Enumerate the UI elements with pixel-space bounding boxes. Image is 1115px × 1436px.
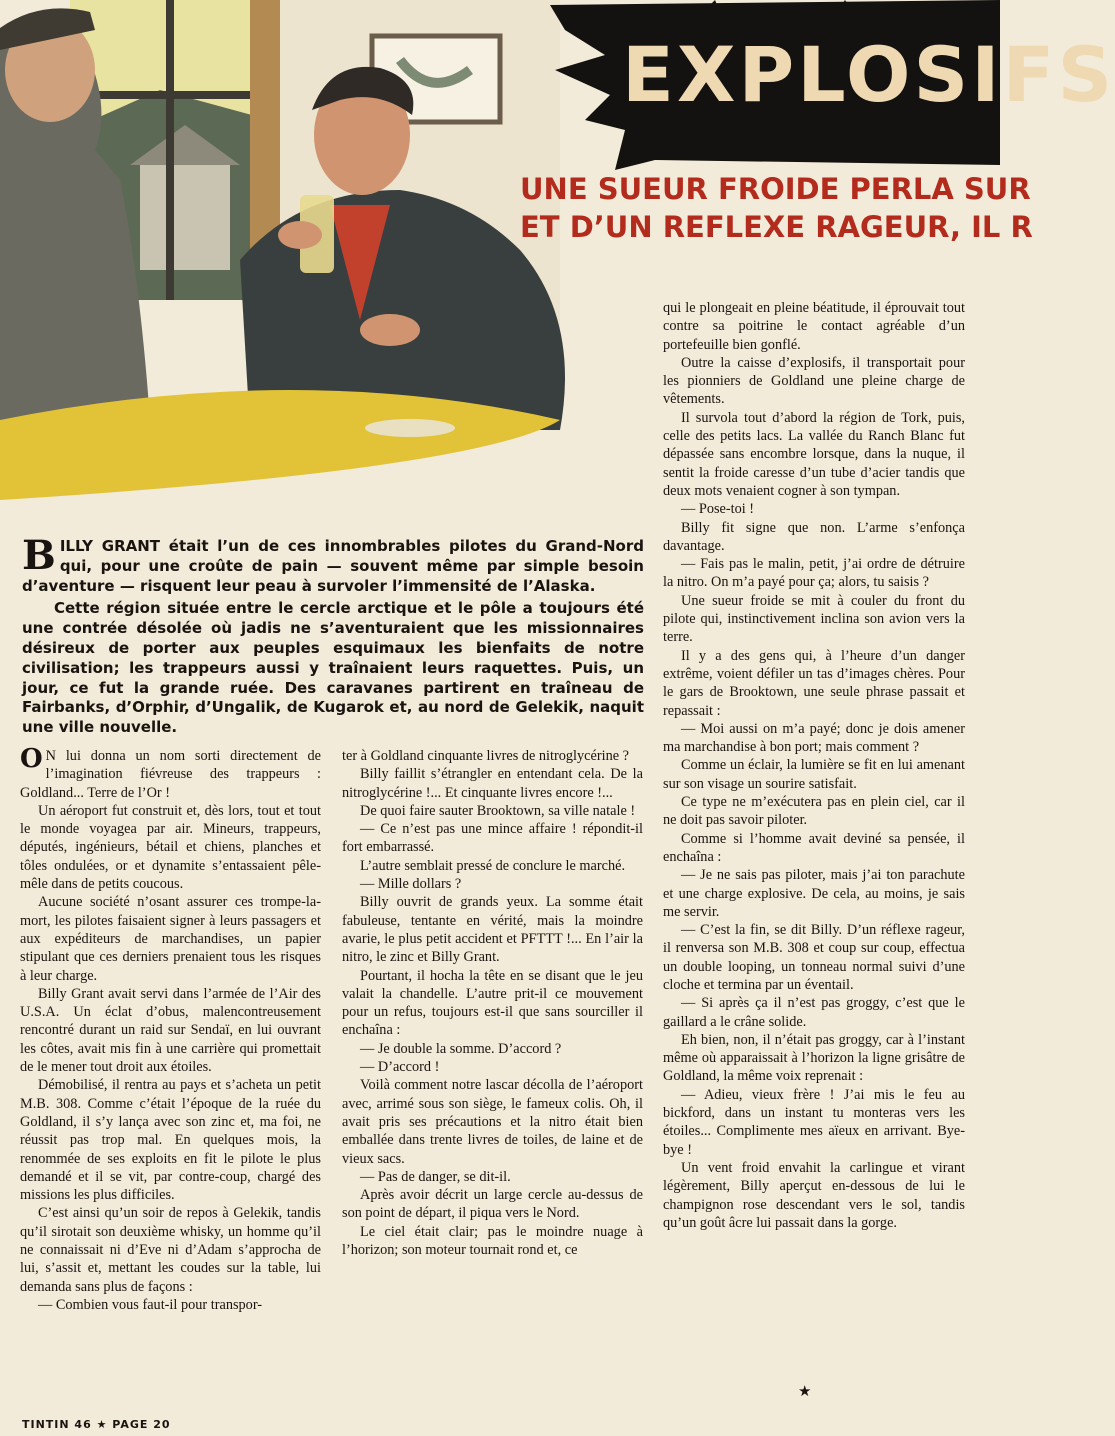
paragraph [663, 994, 965, 1031]
paragraph-text: N lui donna un nom sorti directement de l’imagination fiévreuse des trappeurs : Goldland... Terre de l’Or ! [20, 748, 321, 801]
article-column-3 [663, 299, 965, 1232]
paragraph-text: — Je double la somme. D’accord ? [360, 1040, 562, 1057]
paragraph-text: Comme un éclair, la lumière se fit en lui amenant sur son visage un sourire satisfait. [663, 757, 965, 792]
paragraph [663, 519, 965, 556]
paragraph-text: Aucune société n’osant assurer ces trompe-la-mort, les pilotes faisaient signer à leurs passagers et aux expéditeurs de marchandises, un papier stipulant que ces derniers prenaient tous les risques à leur charge. [20, 894, 321, 984]
article-intro [22, 532, 644, 738]
paragraph [663, 1086, 965, 1159]
paragraph [20, 744, 321, 802]
paragraph [663, 299, 965, 354]
paragraph [663, 793, 965, 830]
paragraph [663, 830, 965, 867]
paragraph [342, 1058, 643, 1076]
paragraph [342, 967, 643, 1040]
paragraph [342, 857, 643, 875]
paragraph [663, 1031, 965, 1086]
end-star: ★ [798, 1384, 812, 1400]
paragraph-text: — Ce n’est pas une mince affaire ! répondit-il fort embarrassé. [342, 821, 643, 856]
paragraph-text: Billy faillit s’étrangler en entendant cela. De la nitroglycérine !... Et cinquante livres encore !... [342, 766, 643, 801]
paragraph-text: Voilà comment notre lascar décolla de l’aéroport avec, arrimé sous son siège, le fameux colis. Oh, il avait pris ses précautions et la nitro était bien emballée dans trente livres de toiles, de laine et de vieux sacs. [342, 1077, 643, 1167]
paragraph-text: — Moi aussi on m’a payé; donc je dois amener ma marchandise à bon port; mais comment ? [663, 720, 965, 756]
paragraph [342, 1168, 643, 1186]
paragraph-text: Billy ouvrit de grands yeux. La somme était fabuleuse, tentante en vérité, mais la moindre avarie, le plus petit accident et PFTTT !... En l’air la nitro, le zinc et Billy Grant. [342, 894, 643, 966]
paragraph-text: De quoi faire sauter Brooktown, sa ville natale ! [360, 802, 636, 819]
paragraph [20, 893, 321, 984]
paragraph [663, 354, 965, 409]
paragraph [342, 1186, 643, 1223]
paragraph-text: Une sueur froide se mit à couler du front du pilote qui, instinctivement inclina son avion vers la terre. [663, 592, 965, 646]
paragraph-text: — Combien vous faut-il pour transpor- [38, 1296, 263, 1313]
headline-line-1: UNE SUEUR FROIDE PERLA SUR [520, 172, 1031, 206]
paragraph [663, 592, 965, 647]
paragraph-text: Un vent froid envahit la carlingue et virant légèrement, Billy aperçut en-dessous de lui le champignon rose descendant vers le sol, tandis qu’un goût âcre lui passait dans la gorge. [663, 1159, 965, 1231]
paragraph [342, 1040, 643, 1058]
paragraph [342, 875, 643, 893]
paragraph-text: — Adieu, vieux frère ! J’ai mis le feu au bickford, dans un instant tu monteras vers les étoiles... Complimente mes aïeux en arrivant. Bye-bye ! [663, 1086, 965, 1158]
paragraph [663, 1159, 965, 1232]
paragraph-text: — Fais pas le malin, petit, j’ai ordre de détruire la nitro. On m’a payé pour ça; alors, tu saisis ? [663, 556, 965, 591]
article-column-2 [342, 747, 643, 1259]
paragraph-text: — D’accord ! [360, 1059, 440, 1076]
paragraph [663, 409, 965, 500]
headline-line-2: ET D’UN REFLEXE RAGEUR, IL R [520, 210, 1033, 244]
paragraph [342, 765, 643, 802]
paragraph [663, 647, 965, 720]
paragraph-text: Le ciel était clair; pas le moindre nuage à l’horizon; son moteur tournait rond et, ce [342, 1223, 643, 1259]
paragraph-text: L’autre semblait pressé de conclure le marché. [360, 857, 626, 874]
paragraph-text: Il y a des gens qui, à l’heure d’un danger extrême, voient défiler un tas d’images chères. Pour le gars de Brooktown, une seule phrase passait et repassait : [663, 647, 965, 719]
paragraph [20, 1076, 321, 1204]
paragraph [20, 1204, 321, 1295]
paragraph-text: — C’est la fin, se dit Billy. D’un réflexe rageur, il renversa son M.B. 308 et coup sur coup, effectua un double looping, un tonneau normal suivi d’une cloche et termina par un éventail. [663, 922, 965, 993]
paragraph-text: — Si après ça il n’est pas groggy, c’est que le gaillard a le crâne solide. [663, 995, 965, 1030]
paragraph-text: Billy fit signe que non. L’arme s’enfonça davantage. [663, 519, 965, 554]
paragraph-text: Un aéroport fut construit et, dès lors, tout et tout le monde voyagea par air. Mineurs, trappeurs, députés, ingénieurs, bétail et chiens, planches et tôles ondulées, or et dynamite s’entassaient pêle-mêle dans de petits coucous. [20, 802, 321, 893]
intro-paragraph-2: Cette région située entre le cercle arctique et le pôle a toujours été une contrée désolée où jadis ne s’aventuraient que les missionnaires désireux de porter aux peuples esquimaux les bienfaits de notre civilisation; les trappeurs aussi y traînaient leurs raquettes. Puis, un jour, ce fut la grande ruée. Des caravanes partirent en traîneau de Fairbanks, d’Orphir, d’Ungalik, de Kugarok et, au nord de Gelekik, naquit une ville nouvelle. [22, 599, 644, 737]
paragraph-text: Comme si l’homme avait deviné sa pensée, il enchaîna : [663, 830, 965, 865]
paragraph [663, 756, 965, 793]
paragraph [663, 555, 965, 592]
paragraph-text: Après avoir décrit un large cercle au-dessus de son point de départ, il piqua vers le Nord. [342, 1187, 643, 1222]
paragraph [342, 802, 643, 820]
paragraph [20, 802, 321, 893]
paragraph-text: ter à Goldland cinquante livres de nitroglycérine ? [342, 748, 630, 764]
paragraph [342, 820, 643, 857]
paragraph-text: Pourtant, il hocha la tête en se disant que le jeu valait la chandelle. L’autre prit-il ce mouvement pour un refus, toujours est-il que sans sourciller il enchaîna : [342, 967, 643, 1039]
paragraph [342, 893, 643, 966]
paragraph-text: Billy Grant avait servi dans l’armée de l’Air des U.S.A. Un éclat d’obus, malencontreusement rencontré durant un raid sur Sendaï, en lui ouvrant les côtes, avait mis fin à une carrière qui promettait de le mener tout droit aux étoiles. [20, 985, 321, 1076]
story-illustration [0, 0, 600, 520]
paragraph [342, 1223, 643, 1260]
paragraph [20, 1296, 321, 1314]
paragraph [20, 985, 321, 1076]
paragraph-text: qui le plongeait en pleine béatitude, il éprouvait tout contre sa poitrine le contact agréable d’un portefeuille bien gonflé. [663, 300, 965, 353]
article-column-1 [20, 744, 321, 1314]
paragraph [663, 500, 965, 518]
page-footer: TINTIN 46 ★ PAGE 20 [22, 1418, 171, 1431]
paragraph-text: — Je ne sais pas piloter, mais j’ai ton parachute et une charge explosive. De cela, au moins, je sais me servir. [663, 867, 965, 920]
paragraph [663, 720, 965, 757]
paragraph [663, 866, 965, 921]
paragraph-text: Eh bien, non, il n’était pas groggy, car à l’instant même où apparaissait à l’horizon la ligne grisâtre de Goldland, la même voix reprenait : [663, 1031, 965, 1085]
paragraph-text: Outre la caisse d’explosifs, il transportait pour les pionniers de Goldland une pleine charge de vêtements. [663, 354, 965, 408]
story-title: EXPLOSIFS [622, 30, 1115, 119]
paragraph [342, 1076, 643, 1167]
paragraph-text: — Mille dollars ? [360, 876, 462, 893]
paragraph-text: Il survola tout d’abord la région de Tork, puis, celle des petits lacs. La vallée du Ranch Blanc fut dépassée sans encombre lorsque, dans la nuque, il sentit la froide caresse d’un tube d’acier tandis que deux mots venaient cogner à son tympan. [663, 409, 965, 499]
intro-dropcap: B [22, 532, 56, 579]
column-dropcap: O [20, 744, 43, 774]
paragraph-text: Ce type ne m’exécutera pas en plein ciel, car il ne doit pas savoir piloter. [663, 794, 965, 829]
paragraph-text: Démobilisé, il rentra au pays et s’acheta un petit M.B. 308. Comme c’était l’époque de la ruée du Goldland, il s’y lança avec son zinc et, ma foi, ne réussit pas trop mal. En quelques mois, la renommée de ses exploits en fit le pilote le plus demandé et il se vit, par contre-coup, chargé des missions les plus difficiles. [20, 1077, 321, 1204]
intro-paragraph-1: ILLY GRANT était l’un de ces innombrables pilotes du Grand-Nord qui, pour une croûte de pain — souvent même par simple besoin d’aventure — risquent leur peau à survoler l’immensité de l’Alaska. [22, 537, 644, 595]
paragraph-text: — Pas de danger, se dit-il. [360, 1168, 511, 1185]
paragraph [342, 747, 643, 765]
paragraph-text: C’est ainsi qu’un soir de repos à Gelekik, tandis qu’il sirotait son deuxième whisky, un homme qu’il ne connaissait ni d’Eve ni d’Adam s’approcha de lui, s’assit et, mettant les coudes sur la table, lui demanda sans plus de façons : [20, 1205, 321, 1295]
paragraph [663, 921, 965, 994]
paragraph-text: — Pose-toi ! [681, 501, 755, 518]
